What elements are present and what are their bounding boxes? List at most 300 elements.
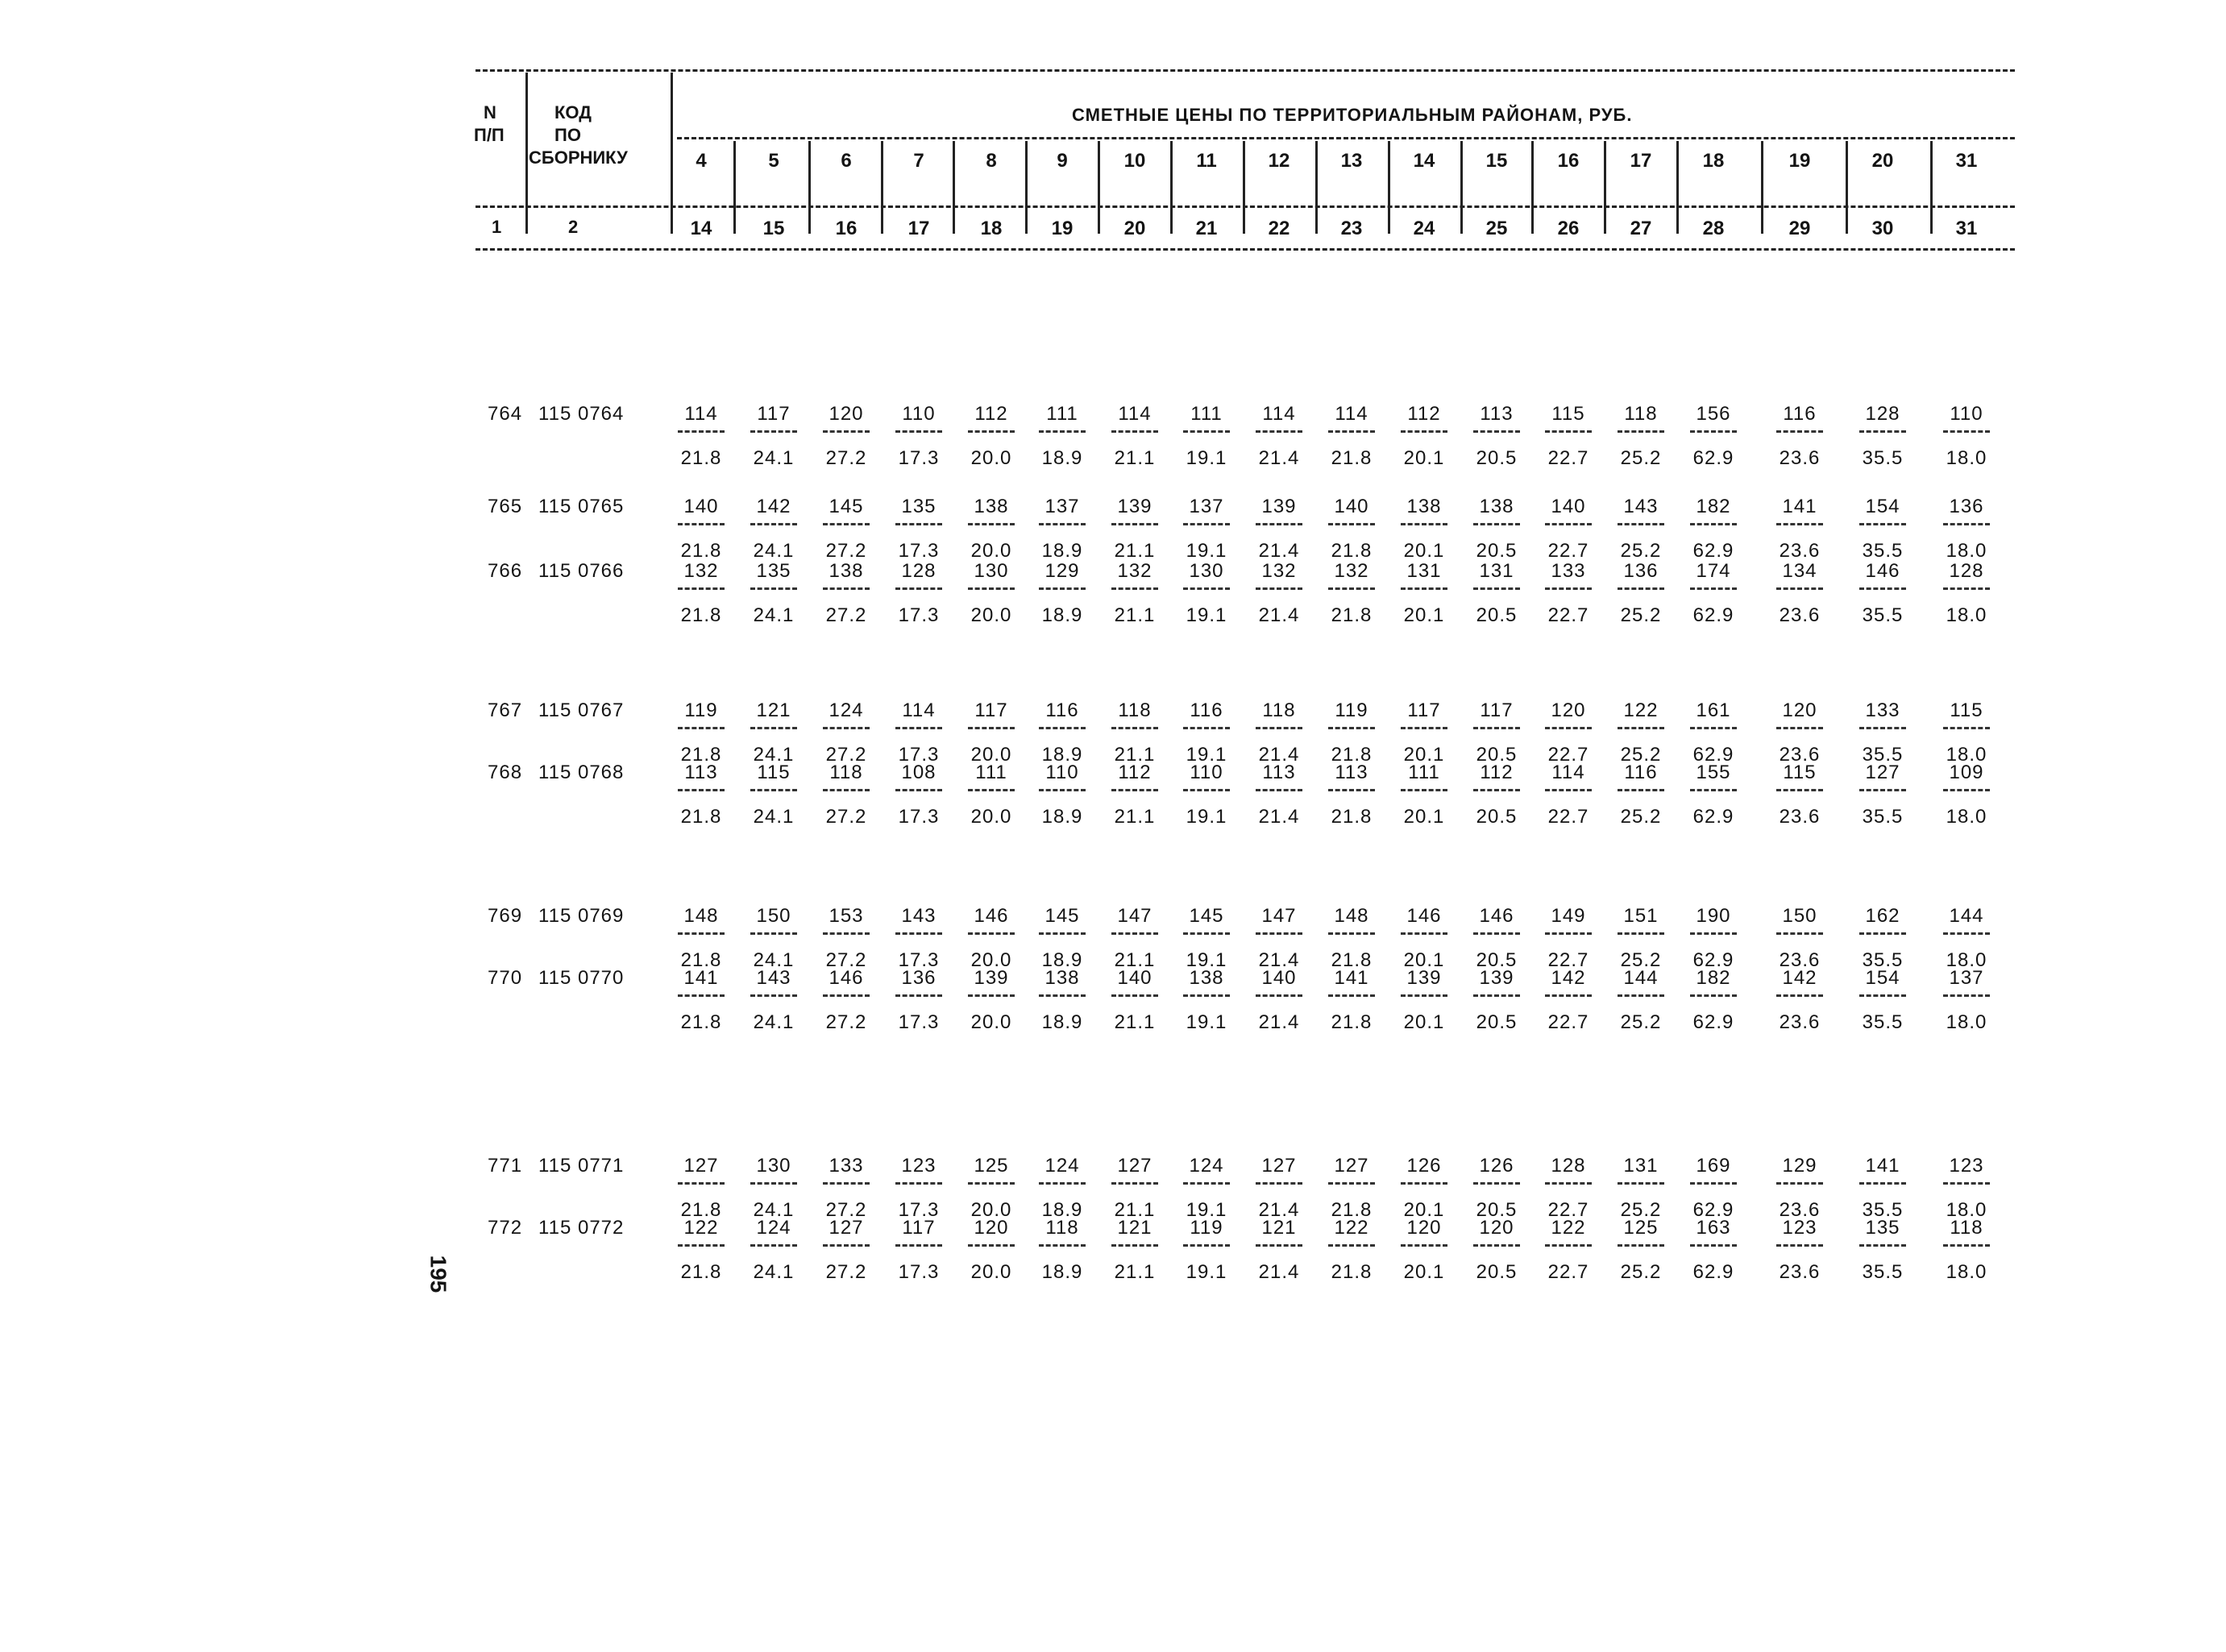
price-numerator: 114 <box>1335 403 1368 425</box>
region-number: 17 <box>1630 150 1652 172</box>
fraction-line <box>1473 932 1520 935</box>
price-numerator: 182 <box>1696 496 1731 517</box>
price-denominator: 20.0 <box>970 1199 1012 1221</box>
column-index: 31 <box>1955 218 1978 239</box>
price-numerator: 135 <box>901 496 936 517</box>
price-numerator: 124 <box>829 699 864 721</box>
price-numerator: 119 <box>1190 1217 1223 1239</box>
price-numerator: 131 <box>1406 560 1442 582</box>
fraction-line <box>750 994 797 997</box>
fraction-line <box>1111 1182 1158 1185</box>
price-denominator: 20.5 <box>1476 1011 1518 1033</box>
col-code-label-2: ПО <box>554 125 581 145</box>
column-index: 29 <box>1788 218 1811 239</box>
column-index: 14 <box>690 218 712 239</box>
price-denominator: 21.1 <box>1114 540 1156 562</box>
price-numerator: 128 <box>1865 403 1900 425</box>
fraction-line <box>1776 932 1823 935</box>
fraction-line <box>1328 932 1375 935</box>
price-denominator: 18.9 <box>1041 1199 1083 1221</box>
price-denominator: 35.5 <box>1862 1199 1904 1221</box>
fraction-line <box>1111 430 1158 433</box>
price-numerator: 114 <box>1551 762 1585 783</box>
fraction-line <box>1256 430 1302 433</box>
price-denominator: 21.8 <box>680 949 722 971</box>
price-numerator: 119 <box>1335 699 1368 721</box>
price-denominator: 35.5 <box>1862 949 1904 971</box>
fraction-line <box>1943 994 1990 997</box>
price-numerator: 117 <box>757 403 791 425</box>
header-title-rule <box>677 137 2015 139</box>
page-number: 195 <box>426 1255 451 1293</box>
fraction-line <box>1690 1244 1737 1247</box>
price-denominator: 20.5 <box>1476 744 1518 766</box>
price-numerator: 111 <box>975 762 1007 783</box>
column-index: 24 <box>1413 218 1435 239</box>
fraction-line <box>1618 523 1664 525</box>
price-numerator: 120 <box>1406 1217 1442 1239</box>
column-index-1: 1 <box>492 217 502 237</box>
fraction-line <box>1545 587 1592 590</box>
price-numerator: 141 <box>1782 496 1817 517</box>
header-separator <box>671 73 673 234</box>
price-numerator: 114 <box>902 699 936 721</box>
row-code: 115 0767 <box>538 699 625 721</box>
price-denominator: 23.6 <box>1779 744 1821 766</box>
price-denominator: 18.9 <box>1041 744 1083 766</box>
fraction-line <box>1256 523 1302 525</box>
price-denominator: 21.4 <box>1258 1261 1300 1283</box>
price-numerator: 134 <box>1782 560 1817 582</box>
price-denominator: 21.1 <box>1114 447 1156 469</box>
fraction-line <box>968 1182 1015 1185</box>
fraction-line <box>1618 932 1664 935</box>
region-number: 8 <box>986 150 997 172</box>
region-separator <box>881 141 883 234</box>
fraction-line <box>1618 1244 1664 1247</box>
price-numerator: 110 <box>1190 762 1223 783</box>
column-index: 18 <box>980 218 1003 239</box>
price-denominator: 25.2 <box>1620 949 1662 971</box>
price-numerator: 130 <box>1189 560 1224 582</box>
price-numerator: 118 <box>829 762 863 783</box>
price-numerator: 142 <box>756 496 791 517</box>
price-numerator: 141 <box>683 967 719 989</box>
region-number: 16 <box>1557 150 1580 172</box>
region-number: 4 <box>696 150 707 172</box>
price-denominator: 27.2 <box>825 447 867 469</box>
price-denominator: 21.1 <box>1114 1199 1156 1221</box>
fraction-line <box>1776 430 1823 433</box>
price-denominator: 35.5 <box>1862 540 1904 562</box>
price-numerator: 138 <box>829 560 864 582</box>
price-denominator: 18.9 <box>1041 949 1083 971</box>
price-numerator: 138 <box>1189 967 1224 989</box>
region-separator <box>1098 141 1100 234</box>
fraction-line <box>1111 789 1158 791</box>
price-numerator: 117 <box>1480 699 1514 721</box>
price-denominator: 27.2 <box>825 604 867 626</box>
price-denominator: 21.8 <box>680 1261 722 1283</box>
fraction-line <box>895 727 942 729</box>
fraction-line <box>968 587 1015 590</box>
price-numerator: 110 <box>902 403 936 425</box>
price-denominator: 19.1 <box>1186 1011 1227 1033</box>
fraction-line <box>1111 727 1158 729</box>
price-numerator: 118 <box>1624 403 1658 425</box>
price-numerator: 169 <box>1696 1155 1731 1177</box>
price-numerator: 127 <box>1334 1155 1369 1177</box>
price-denominator: 19.1 <box>1186 1261 1227 1283</box>
price-denominator: 21.8 <box>680 540 722 562</box>
fraction-line <box>1618 789 1664 791</box>
price-denominator: 21.1 <box>1114 806 1156 828</box>
fraction-line <box>1473 587 1520 590</box>
price-numerator: 120 <box>1551 699 1586 721</box>
price-denominator: 35.5 <box>1862 744 1904 766</box>
price-numerator: 111 <box>1046 403 1078 425</box>
price-numerator: 130 <box>756 1155 791 1177</box>
fraction-line <box>1943 1182 1990 1185</box>
fraction-line <box>1256 1182 1302 1185</box>
price-denominator: 62.9 <box>1692 1011 1734 1033</box>
price-denominator: 18.0 <box>1946 1011 1987 1033</box>
fraction-line <box>750 727 797 729</box>
price-numerator: 121 <box>1117 1217 1152 1239</box>
region-separator <box>1315 141 1318 234</box>
fraction-line <box>1401 587 1447 590</box>
price-denominator: 20.1 <box>1403 604 1445 626</box>
price-numerator: 140 <box>1334 496 1369 517</box>
row-number: 772 <box>488 1217 523 1239</box>
fraction-line <box>750 430 797 433</box>
fraction-line <box>1111 587 1158 590</box>
price-numerator: 153 <box>829 905 864 927</box>
price-numerator: 128 <box>1551 1155 1586 1177</box>
price-numerator: 132 <box>1334 560 1369 582</box>
price-denominator: 21.8 <box>1331 806 1373 828</box>
region-number: 5 <box>768 150 779 172</box>
fraction-line <box>1859 789 1906 791</box>
row-code: 115 0770 <box>538 967 625 989</box>
price-numerator: 143 <box>1623 496 1659 517</box>
fraction-line <box>1859 1244 1906 1247</box>
row-label <box>488 762 640 784</box>
price-numerator: 117 <box>902 1217 936 1239</box>
price-denominator: 18.0 <box>1946 806 1987 828</box>
fraction-line <box>1111 994 1158 997</box>
fraction-line <box>1256 727 1302 729</box>
region-separator <box>1676 141 1679 234</box>
price-numerator: 146 <box>1406 905 1442 927</box>
price-denominator: 18.9 <box>1041 447 1083 469</box>
price-numerator: 123 <box>1782 1217 1817 1239</box>
fraction-line <box>1545 523 1592 525</box>
region-number: 6 <box>841 150 852 172</box>
fraction-line <box>1183 727 1230 729</box>
region-number: 20 <box>1871 150 1894 172</box>
price-numerator: 118 <box>1118 699 1152 721</box>
price-denominator: 23.6 <box>1779 447 1821 469</box>
fraction-line <box>968 932 1015 935</box>
price-denominator: 17.3 <box>898 806 940 828</box>
fraction-line <box>1943 1244 1990 1247</box>
col-code-label-1: КОД <box>554 102 592 122</box>
row-code: 115 0771 <box>538 1155 625 1177</box>
price-denominator: 25.2 <box>1620 1199 1662 1221</box>
price-numerator: 174 <box>1696 560 1731 582</box>
price-numerator: 145 <box>829 496 864 517</box>
col-code-label-3: СБОРНИКУ <box>529 147 628 168</box>
price-numerator: 108 <box>901 762 936 783</box>
header-bottom-rule <box>476 248 2015 251</box>
row-number: 764 <box>488 403 523 425</box>
fraction-line <box>1545 727 1592 729</box>
price-denominator: 22.7 <box>1547 1011 1589 1033</box>
price-denominator: 23.6 <box>1779 806 1821 828</box>
price-numerator: 144 <box>1949 905 1984 927</box>
fraction-line <box>1183 1244 1230 1247</box>
col-num-label-2: П/П <box>474 125 505 145</box>
column-index: 17 <box>907 218 930 239</box>
fraction-line <box>1943 789 1990 791</box>
fraction-line <box>1401 932 1447 935</box>
price-denominator: 21.1 <box>1114 1261 1156 1283</box>
price-denominator: 62.9 <box>1692 806 1734 828</box>
fraction-line <box>895 430 942 433</box>
row-label <box>488 967 640 990</box>
price-denominator: 25.2 <box>1620 447 1662 469</box>
fraction-line <box>1256 1244 1302 1247</box>
price-denominator: 62.9 <box>1692 1199 1734 1221</box>
price-numerator: 121 <box>756 699 791 721</box>
column-index: 22 <box>1268 218 1290 239</box>
column-index: 23 <box>1340 218 1363 239</box>
price-numerator: 114 <box>1262 403 1296 425</box>
fraction-line <box>823 430 870 433</box>
price-numerator: 110 <box>1950 403 1983 425</box>
price-denominator: 20.5 <box>1476 1261 1518 1283</box>
price-numerator: 137 <box>1949 967 1984 989</box>
fraction-line <box>1859 1182 1906 1185</box>
column-index: 16 <box>835 218 858 239</box>
price-denominator: 35.5 <box>1862 447 1904 469</box>
price-denominator: 19.1 <box>1186 540 1227 562</box>
fraction-line <box>1328 587 1375 590</box>
fraction-line <box>968 994 1015 997</box>
price-numerator: 113 <box>1480 403 1514 425</box>
price-numerator: 121 <box>1261 1217 1297 1239</box>
price-denominator: 21.8 <box>680 1199 722 1221</box>
col-num-label-1: N <box>484 102 496 122</box>
price-denominator: 23.6 <box>1779 1261 1821 1283</box>
fraction-line <box>1183 523 1230 525</box>
price-numerator: 118 <box>1950 1217 1983 1239</box>
fraction-line <box>1618 727 1664 729</box>
price-denominator: 20.0 <box>970 447 1012 469</box>
price-numerator: 135 <box>756 560 791 582</box>
fraction-line <box>895 587 942 590</box>
fraction-line <box>1111 523 1158 525</box>
fraction-line <box>1256 932 1302 935</box>
price-numerator: 156 <box>1696 403 1731 425</box>
price-numerator: 127 <box>683 1155 719 1177</box>
row-number: 770 <box>488 967 523 989</box>
price-denominator: 62.9 <box>1692 447 1734 469</box>
column-index-2: 2 <box>568 217 579 237</box>
price-numerator: 137 <box>1044 496 1080 517</box>
price-denominator: 18.9 <box>1041 1011 1083 1033</box>
price-denominator: 20.1 <box>1403 447 1445 469</box>
price-numerator: 112 <box>1407 403 1441 425</box>
price-denominator: 21.1 <box>1114 949 1156 971</box>
price-numerator: 115 <box>1551 403 1585 425</box>
price-numerator: 125 <box>1623 1217 1659 1239</box>
price-numerator: 139 <box>974 967 1009 989</box>
fraction-line <box>823 789 870 791</box>
fraction-line <box>968 1244 1015 1247</box>
row-code: 115 0765 <box>538 496 625 517</box>
price-numerator: 142 <box>1782 967 1817 989</box>
fraction-line <box>1328 430 1375 433</box>
fraction-line <box>1618 994 1664 997</box>
column-index: 28 <box>1702 218 1725 239</box>
price-denominator: 21.8 <box>1331 744 1373 766</box>
fraction-line <box>1690 994 1737 997</box>
price-denominator: 21.8 <box>1331 604 1373 626</box>
fraction-line <box>1690 523 1737 525</box>
price-numerator: 115 <box>1783 762 1817 783</box>
price-numerator: 132 <box>683 560 719 582</box>
region-number: 12 <box>1268 150 1290 172</box>
price-numerator: 150 <box>756 905 791 927</box>
price-numerator: 140 <box>1117 967 1152 989</box>
price-denominator: 17.3 <box>898 540 940 562</box>
region-separator <box>1761 141 1763 234</box>
price-numerator: 124 <box>1189 1155 1224 1177</box>
fraction-line <box>678 994 725 997</box>
price-denominator: 22.7 <box>1547 447 1589 469</box>
fraction-line <box>1618 430 1664 433</box>
price-numerator: 126 <box>1406 1155 1442 1177</box>
price-denominator: 22.7 <box>1547 806 1589 828</box>
fraction-line <box>678 523 725 525</box>
price-denominator: 21.4 <box>1258 949 1300 971</box>
price-denominator: 23.6 <box>1779 949 1821 971</box>
price-denominator: 23.6 <box>1779 540 1821 562</box>
price-denominator: 24.1 <box>753 540 795 562</box>
header-top-rule <box>476 69 2015 72</box>
fraction-line <box>1776 1244 1823 1247</box>
price-numerator: 124 <box>1044 1155 1080 1177</box>
fraction-line <box>750 932 797 935</box>
price-numerator: 138 <box>1479 496 1514 517</box>
price-numerator: 161 <box>1696 699 1731 721</box>
price-denominator: 18.0 <box>1946 540 1987 562</box>
price-denominator: 62.9 <box>1692 540 1734 562</box>
column-index: 25 <box>1485 218 1508 239</box>
price-numerator: 128 <box>1949 560 1984 582</box>
price-numerator: 113 <box>1262 762 1296 783</box>
fraction-line <box>1545 994 1592 997</box>
fraction-line <box>750 789 797 791</box>
price-numerator: 116 <box>1045 699 1079 721</box>
price-denominator: 20.5 <box>1476 806 1518 828</box>
price-numerator: 113 <box>1335 762 1368 783</box>
price-numerator: 125 <box>974 1155 1009 1177</box>
price-denominator: 27.2 <box>825 540 867 562</box>
price-denominator: 18.9 <box>1041 604 1083 626</box>
fraction-line <box>1039 1244 1086 1247</box>
fraction-line <box>1183 789 1230 791</box>
row-number: 769 <box>488 905 523 927</box>
price-numerator: 122 <box>1551 1217 1586 1239</box>
fraction-line <box>1256 994 1302 997</box>
table-title: СМЕТНЫЕ ЦЕНЫ ПО ТЕРРИТОРИАЛЬНЫМ РАЙОНАМ, РУБ. <box>1072 105 1633 125</box>
price-numerator: 136 <box>901 967 936 989</box>
fraction-line <box>1328 789 1375 791</box>
fraction-line <box>968 727 1015 729</box>
price-denominator: 23.6 <box>1779 1199 1821 1221</box>
region-number: 13 <box>1340 150 1363 172</box>
fraction-line <box>1859 727 1906 729</box>
fraction-line <box>750 1182 797 1185</box>
price-numerator: 119 <box>684 699 718 721</box>
price-numerator: 118 <box>1045 1217 1079 1239</box>
region-separator <box>733 141 736 234</box>
fraction-line <box>1401 430 1447 433</box>
price-denominator: 27.2 <box>825 1011 867 1033</box>
fraction-line <box>678 727 725 729</box>
price-denominator: 27.2 <box>825 806 867 828</box>
price-denominator: 17.3 <box>898 1011 940 1033</box>
fraction-line <box>1183 932 1230 935</box>
price-denominator: 20.1 <box>1403 949 1445 971</box>
price-numerator: 136 <box>1623 560 1659 582</box>
region-number: 18 <box>1702 150 1725 172</box>
price-numerator: 140 <box>1261 967 1297 989</box>
fraction-line <box>1401 994 1447 997</box>
fraction-line <box>1690 727 1737 729</box>
fraction-line <box>1859 932 1906 935</box>
price-denominator: 21.4 <box>1258 744 1300 766</box>
fraction-line <box>1401 789 1447 791</box>
price-denominator: 21.8 <box>680 1011 722 1033</box>
price-numerator: 129 <box>1044 560 1080 582</box>
fraction-line <box>823 523 870 525</box>
price-denominator: 21.4 <box>1258 540 1300 562</box>
price-numerator: 149 <box>1551 905 1586 927</box>
price-denominator: 24.1 <box>753 806 795 828</box>
price-numerator: 163 <box>1696 1217 1731 1239</box>
row-number: 767 <box>488 699 523 721</box>
price-denominator: 19.1 <box>1186 447 1227 469</box>
fraction-line <box>823 587 870 590</box>
fraction-line <box>678 1182 725 1185</box>
fraction-line <box>1545 430 1592 433</box>
row-number: 765 <box>488 496 523 517</box>
fraction-line <box>1039 523 1086 525</box>
fraction-line <box>1943 727 1990 729</box>
price-denominator: 22.7 <box>1547 1261 1589 1283</box>
fraction-line <box>1545 932 1592 935</box>
fraction-line <box>1256 789 1302 791</box>
price-denominator: 21.8 <box>1331 447 1373 469</box>
fraction-line <box>1473 994 1520 997</box>
fraction-line <box>895 1244 942 1247</box>
price-denominator: 21.8 <box>1331 949 1373 971</box>
price-numerator: 143 <box>901 905 936 927</box>
